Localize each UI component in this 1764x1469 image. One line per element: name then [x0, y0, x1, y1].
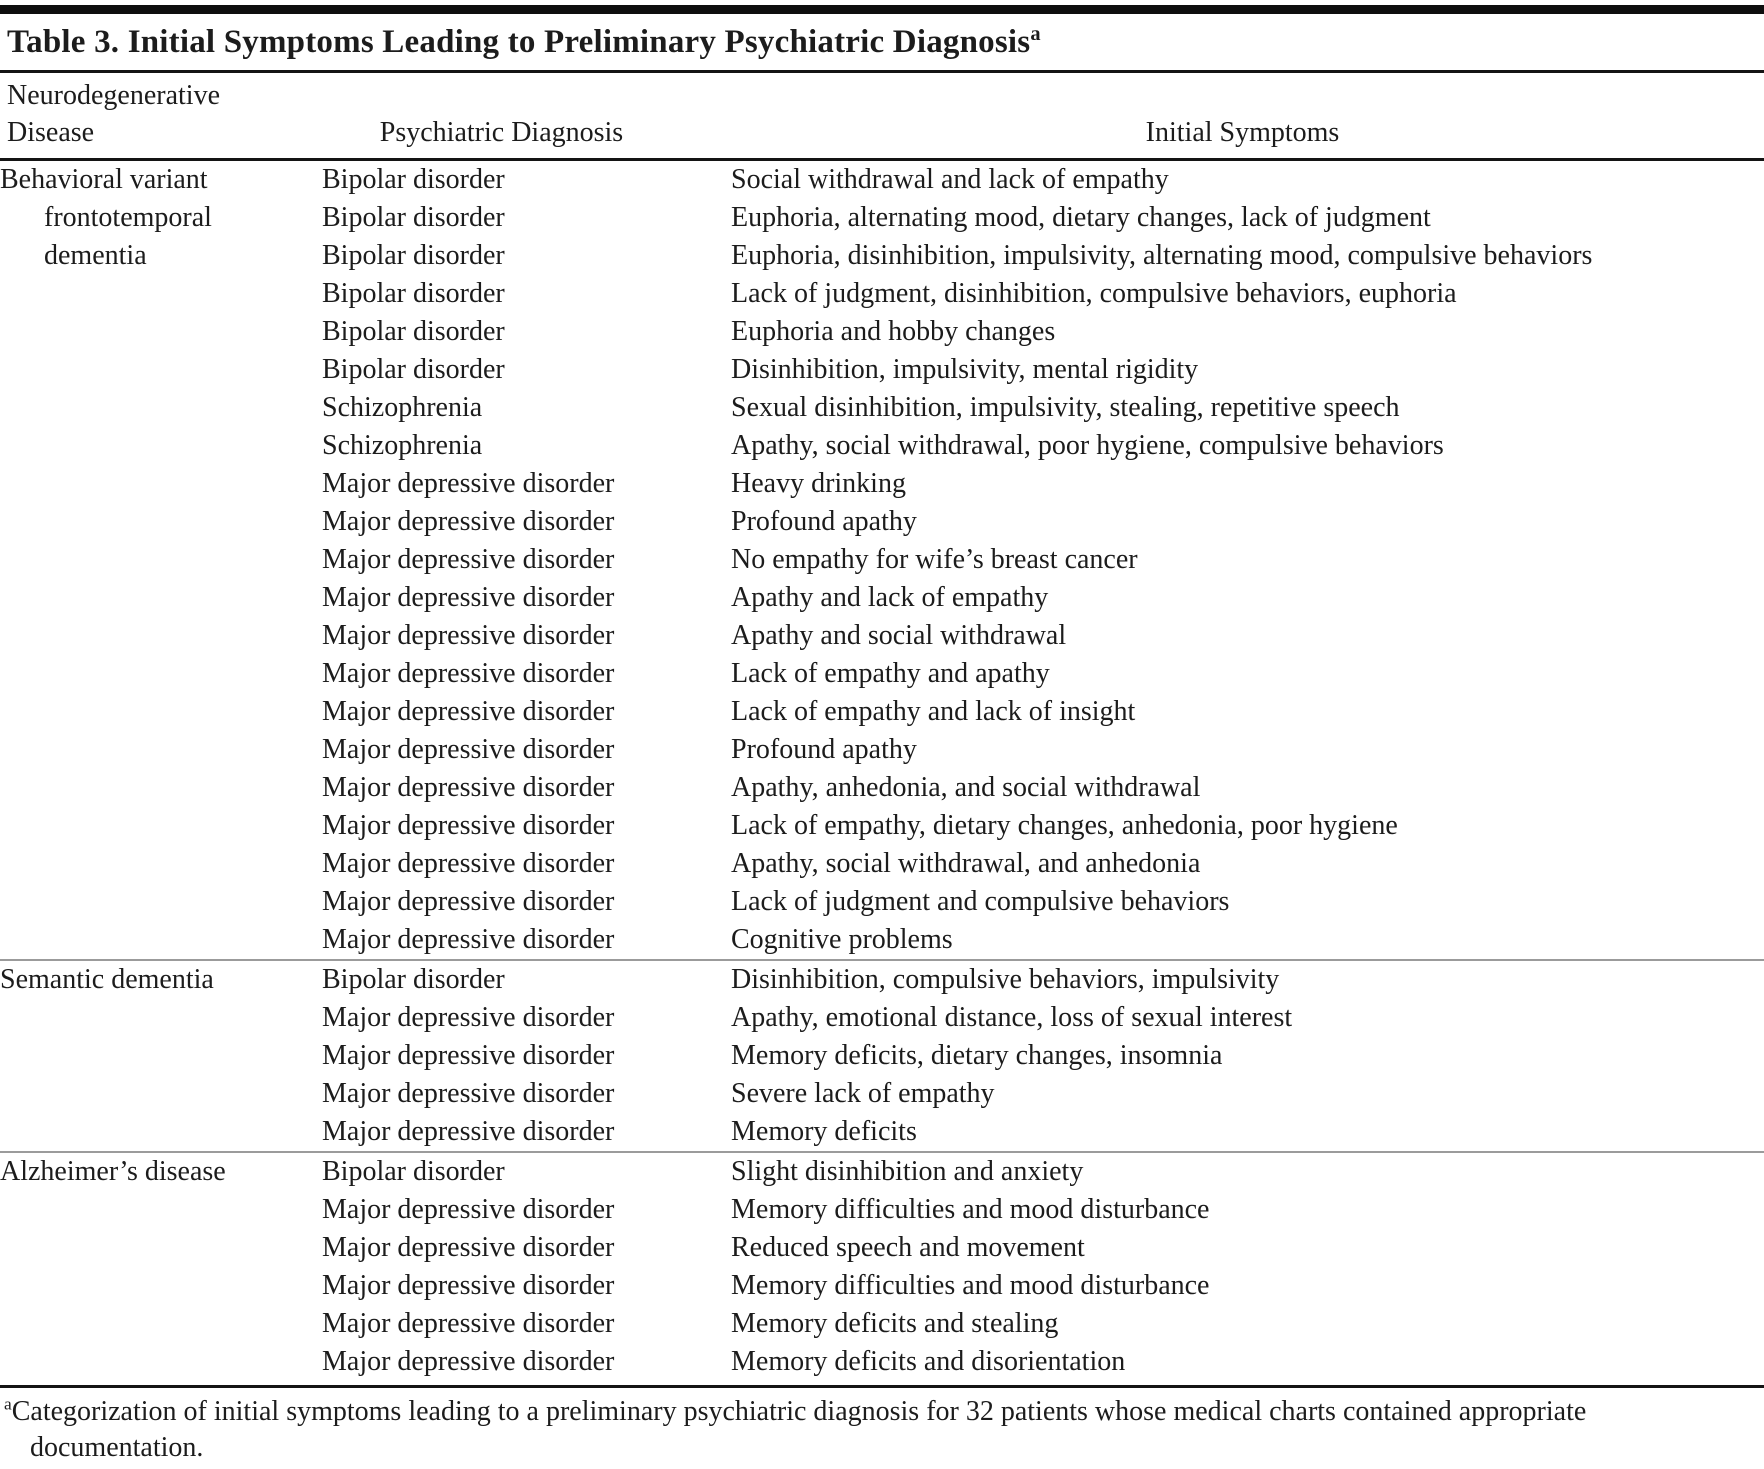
diagnosis-cell: Schizophrenia	[322, 430, 483, 461]
disease-cell	[0, 617, 322, 655]
disease-cell	[0, 655, 322, 693]
diagnosis-cell: Major depressive disorder	[322, 620, 615, 651]
symptoms-cell: Lack of empathy and apathy	[731, 658, 1050, 689]
table-row	[0, 921, 1764, 960]
table-row	[0, 883, 1764, 921]
table-row	[0, 161, 1764, 199]
symptoms-cell: Apathy, anhedonia, and social withdrawal	[731, 772, 1201, 803]
column-header-psychiatric-diagnosis: Psychiatric Diagnosis	[379, 117, 624, 148]
symptoms-cell: Profound apathy	[731, 506, 917, 537]
diagnosis-cell: Major depressive disorder	[322, 468, 615, 499]
table-row	[0, 313, 1764, 351]
diagnosis-cell: Major depressive disorder	[322, 1308, 615, 1339]
diagnosis-cell: Major depressive disorder	[322, 1040, 615, 1071]
diagnosis-cell: Schizophrenia	[322, 392, 483, 423]
symptoms-cell: Social withdrawal and lack of empathy	[731, 164, 1169, 195]
symptoms-cell: Memory deficits and disorientation	[731, 1346, 1126, 1377]
disease-cell	[0, 731, 322, 769]
disease-section	[0, 1152, 1764, 1381]
disease-cell	[0, 1343, 322, 1381]
table-row	[0, 579, 1764, 617]
top-rule	[0, 5, 1764, 14]
diagnosis-cell: Major depressive disorder	[322, 924, 615, 955]
symptoms-cell: Lack of judgment and compulsive behaviors	[731, 886, 1230, 917]
table-row	[0, 693, 1764, 731]
symptoms-cell: Apathy, emotional distance, loss of sexual interest	[731, 1002, 1293, 1033]
disease-cell	[0, 1113, 322, 1152]
table-row	[0, 1037, 1764, 1075]
column-header-initial-symptoms: Initial Symptoms	[1145, 117, 1340, 148]
disease-cell	[0, 465, 322, 503]
table-row	[0, 503, 1764, 541]
table-header-row	[0, 73, 1764, 161]
symptoms-cell: Heavy drinking	[731, 468, 906, 499]
symptoms-cell: Memory deficits, dietary changes, insomnia	[731, 1040, 1223, 1071]
table-row	[0, 389, 1764, 427]
table-row	[0, 1075, 1764, 1113]
symptoms-cell: Slight disinhibition and anxiety	[731, 1156, 1084, 1187]
disease-cell	[0, 427, 322, 465]
symptoms-cell: Lack of judgment, disinhibition, compulsive behaviors, euphoria	[731, 278, 1457, 309]
disease-cell: frontotemporal	[44, 202, 212, 233]
diagnosis-cell: Major depressive disorder	[322, 1078, 615, 1109]
symptoms-cell: Apathy, social withdrawal, and anhedonia	[731, 848, 1201, 879]
disease-cell	[0, 541, 322, 579]
symptoms-cell: Euphoria and hobby changes	[731, 316, 1056, 347]
table-footnote	[0, 1388, 1626, 1469]
symptoms-cell: Sexual disinhibition, impulsivity, stealing, repetitive speech	[731, 392, 1400, 423]
diagnosis-cell: Major depressive disorder	[322, 810, 615, 841]
table-row	[0, 999, 1764, 1037]
diagnosis-cell: Major depressive disorder	[322, 772, 615, 803]
symptoms-cell: Memory deficits	[731, 1116, 917, 1147]
diagnosis-cell: Major depressive disorder	[322, 1270, 615, 1301]
table-row	[0, 731, 1764, 769]
diagnosis-cell: Major depressive disorder	[322, 696, 615, 727]
table-row	[0, 655, 1764, 693]
table-row	[0, 1113, 1764, 1152]
disease-cell	[0, 1037, 322, 1075]
table-row	[0, 541, 1764, 579]
symptoms-cell: Lack of empathy, dietary changes, anhedonia, poor hygiene	[731, 810, 1398, 841]
table-row	[0, 769, 1764, 807]
symptoms-cell: Memory difficulties and mood disturbance	[731, 1270, 1210, 1301]
disease-cell: dementia	[44, 240, 147, 271]
diagnosis-cell: Major depressive disorder	[322, 848, 615, 879]
disease-cell	[0, 351, 322, 389]
diagnosis-cell: Bipolar disorder	[322, 278, 505, 309]
diagnosis-cell: Major depressive disorder	[322, 1116, 615, 1147]
disease-cell	[0, 503, 322, 541]
table-title	[0, 14, 1764, 73]
disease-cell	[0, 769, 322, 807]
disease-cell	[0, 389, 322, 427]
symptoms-cell: Disinhibition, compulsive behaviors, impulsivity	[731, 964, 1280, 995]
table-row	[0, 1305, 1764, 1343]
diagnosis-cell: Bipolar disorder	[322, 164, 505, 195]
symptoms-cell: Reduced speech and movement	[731, 1232, 1085, 1263]
table-row	[0, 1152, 1764, 1191]
table-row	[0, 351, 1764, 389]
table-row	[0, 275, 1764, 313]
symptoms-cell: Euphoria, disinhibition, impulsivity, alternating mood, compulsive behaviors	[731, 240, 1593, 271]
table-row	[0, 237, 1764, 275]
column-header-neurodegenerative-disease	[0, 77, 322, 151]
table-row	[0, 1267, 1764, 1305]
diagnosis-cell: Major depressive disorder	[322, 1002, 615, 1033]
diagnosis-cell: Bipolar disorder	[322, 202, 505, 233]
disease-cell	[0, 1229, 322, 1267]
disease-cell	[0, 1075, 322, 1113]
diagnosis-cell: Bipolar disorder	[322, 354, 505, 385]
disease-cell	[0, 693, 322, 731]
diagnosis-cell: Major depressive disorder	[322, 658, 615, 689]
table-row	[0, 1191, 1764, 1229]
symptoms-cell: Apathy, social withdrawal, poor hygiene, compulsive behaviors	[731, 430, 1444, 461]
table-row	[0, 960, 1764, 999]
disease-cell	[0, 845, 322, 883]
symptoms-cell: Euphoria, alternating mood, dietary changes, lack of judgment	[731, 202, 1431, 233]
disease-cell	[0, 1267, 322, 1305]
disease-cell: Behavioral variant	[0, 164, 208, 195]
table-title-superscript: a	[1030, 23, 1041, 45]
disease-cell: Alzheimer’s disease	[0, 1156, 226, 1187]
table-row	[0, 465, 1764, 503]
disease-section	[0, 960, 1764, 1152]
disease-cell	[0, 807, 322, 845]
diagnosis-cell: Major depressive disorder	[322, 506, 615, 537]
table-row	[0, 1229, 1764, 1267]
disease-cell	[0, 313, 322, 351]
disease-cell	[0, 883, 322, 921]
table-row	[0, 427, 1764, 465]
symptoms-cell: Severe lack of empathy	[731, 1078, 995, 1109]
table-row	[0, 807, 1764, 845]
diagnosis-cell: Bipolar disorder	[322, 240, 505, 271]
table-title-text: Table 3. Initial Symptoms Leading to Preliminary Psychiatric Diagnosis	[7, 24, 1031, 60]
diagnosis-cell: Major depressive disorder	[322, 1194, 615, 1225]
diagnosis-cell: Bipolar disorder	[322, 1156, 505, 1187]
diagnosis-cell: Major depressive disorder	[322, 1346, 615, 1377]
disease-cell	[0, 1191, 322, 1229]
disease-cell	[0, 579, 322, 617]
symptoms-table	[0, 161, 1764, 1381]
symptoms-cell: Apathy and lack of empathy	[731, 582, 1049, 613]
symptoms-cell: Disinhibition, impulsivity, mental rigidity	[731, 354, 1199, 385]
disease-section	[0, 161, 1764, 960]
symptoms-cell: Memory deficits and stealing	[731, 1308, 1059, 1339]
disease-cell: Semantic dementia	[0, 964, 214, 995]
diagnosis-cell: Major depressive disorder	[322, 582, 615, 613]
table-row	[0, 845, 1764, 883]
diagnosis-cell: Major depressive disorder	[322, 886, 615, 917]
disease-cell	[0, 1305, 322, 1343]
disease-cell	[0, 275, 322, 313]
symptoms-cell: Memory difficulties and mood disturbance	[731, 1194, 1210, 1225]
footnote-superscript: a	[4, 1394, 12, 1414]
symptoms-cell: No empathy for wife’s breast cancer	[731, 544, 1138, 575]
table-row	[0, 617, 1764, 655]
column-header-line: Neurodegenerative	[7, 80, 220, 111]
diagnosis-cell: Major depressive disorder	[322, 734, 615, 765]
disease-cell	[0, 921, 322, 960]
column-header-line: Disease	[7, 117, 95, 148]
table-row	[0, 1343, 1764, 1381]
table-row	[0, 199, 1764, 237]
disease-cell	[0, 999, 322, 1037]
symptoms-cell: Lack of empathy and lack of insight	[731, 696, 1136, 727]
symptoms-cell: Cognitive problems	[731, 924, 953, 955]
diagnosis-cell: Major depressive disorder	[322, 1232, 615, 1263]
symptoms-cell: Profound apathy	[731, 734, 917, 765]
footnote-text: Categorization of initial symptoms leading to a preliminary psychiatric diagnosis for 32 patients whose medical charts contained appropriate documentation.	[11, 1396, 1587, 1463]
diagnosis-cell: Bipolar disorder	[322, 964, 505, 995]
diagnosis-cell: Major depressive disorder	[322, 544, 615, 575]
diagnosis-cell: Bipolar disorder	[322, 316, 505, 347]
symptoms-cell: Apathy and social withdrawal	[731, 620, 1067, 651]
